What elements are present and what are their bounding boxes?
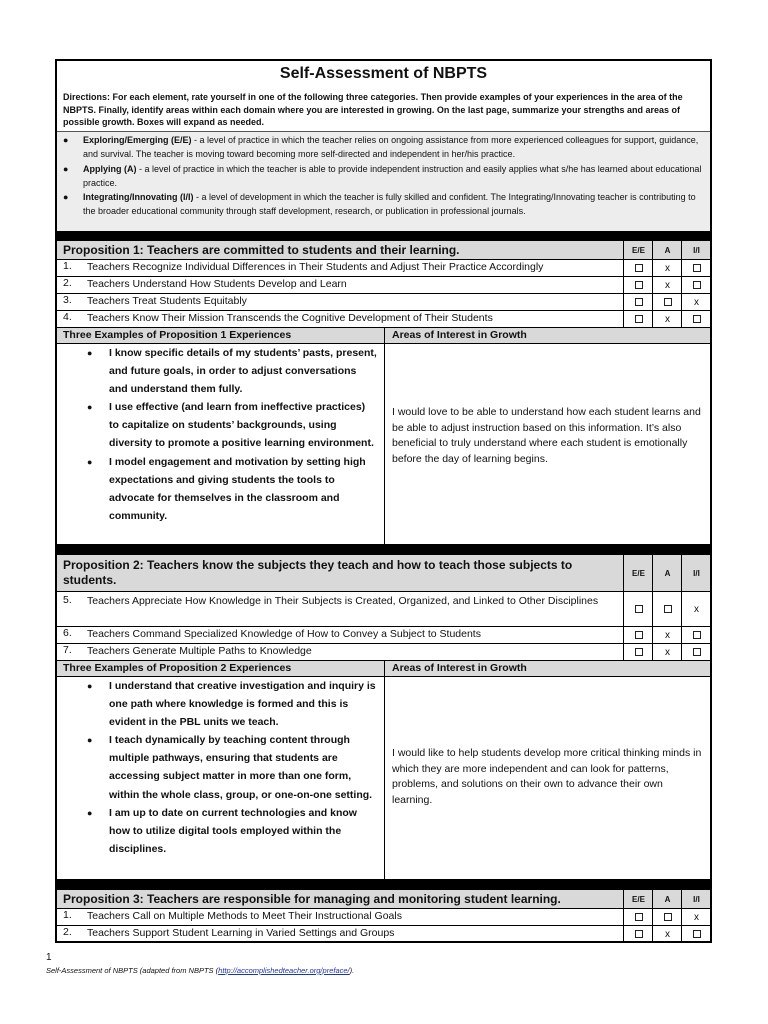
rating-ii-checkbox[interactable] bbox=[681, 277, 711, 293]
rating-ee-checkbox[interactable] bbox=[623, 311, 653, 327]
rating-header-ee: E/E bbox=[623, 555, 653, 591]
examples-title: Three Examples of Proposition 1 Experiences bbox=[63, 329, 292, 341]
rating-ee-checkbox[interactable] bbox=[623, 592, 653, 626]
rating-header-a: A bbox=[652, 890, 682, 908]
rating-ee-checkbox[interactable] bbox=[623, 627, 653, 643]
directions-text: Directions: For each element, rate yourself in one of the following three categories. Then provide examples of your experiences in the area of the NBPTS. Finally, identify areas within each domain where you are interested in growing. On the last page, summarize your strengths and areas of possible growth. Boxes will expand as needed. bbox=[63, 92, 683, 127]
rating-header-ee: E/E bbox=[623, 890, 653, 908]
table-row: 2. Teachers Support Student Learning in Varied Settings and Groups x bbox=[57, 926, 710, 942]
source-link[interactable]: http://accomplishedteacher.org/preface/ bbox=[218, 966, 350, 975]
table-row: 1. Teachers Recognize Individual Differences in Their Students and Adjust Their Practice Accordingly x bbox=[57, 260, 710, 277]
level-integrating: ● Integrating/Innovating (I/I) - a level of development in which the teacher is fully skilled and confident. The Integrating/Innovating teacher is contributing to the broader educational community through staff development, research, or publication in professional journals. bbox=[63, 192, 696, 216]
level-definitions bbox=[57, 131, 710, 232]
rating-a-checkbox[interactable] bbox=[652, 592, 682, 626]
rating-ee-checkbox[interactable] bbox=[623, 294, 653, 310]
bullet-icon: ● bbox=[63, 135, 69, 145]
rating-header-ee: E/E bbox=[623, 241, 653, 259]
rating-ii-checkbox[interactable]: x bbox=[681, 294, 711, 310]
rating-header-ii: I/I bbox=[681, 241, 711, 259]
rating-a-checkbox[interactable]: x bbox=[652, 627, 682, 643]
rating-ii-checkbox[interactable] bbox=[681, 926, 711, 942]
list-item: ● I use effective (and learn from ineffective practices) to capitalize on students’ backgrounds, using diversity to promote a positive learning environment. bbox=[87, 398, 377, 452]
rating-ii-checkbox[interactable] bbox=[681, 260, 711, 276]
growth-text: I would like to help students develop more critical thinking minds in which they are more independent and can look for patterns, problems, and solutions on their own to advance their own learning. bbox=[392, 747, 702, 806]
level-exploring: ● Exploring/Emerging (E/E) - a level of practice in which the teacher relies on ongoing assistance from more experienced colleagues for support, guidance, and survival. The teacher is moving toward becoming more self-directed and independent in her/his practice. bbox=[63, 135, 699, 159]
rating-a-checkbox[interactable]: x bbox=[652, 277, 682, 293]
rating-a-checkbox[interactable]: x bbox=[652, 644, 682, 660]
proposition-title: Proposition 3: Teachers are responsible for managing and monitoring student learning. bbox=[63, 892, 561, 906]
proposition-2-header bbox=[57, 555, 710, 592]
proposition-1-header bbox=[57, 241, 710, 260]
rating-ee-checkbox[interactable] bbox=[623, 909, 653, 925]
rating-ee-checkbox[interactable] bbox=[623, 926, 653, 942]
list-item: ● I teach dynamically by teaching content through multiple pathways, ensuring that students are accessing subject matter in more than one form, within the whole class, group, or one-on-one setting. bbox=[87, 731, 377, 803]
growth-title: Areas of Interest in Growth bbox=[392, 329, 527, 341]
examples-list bbox=[87, 677, 377, 858]
rating-ee-checkbox[interactable] bbox=[623, 260, 653, 276]
list-item: ● I understand that creative investigation and inquiry is one path where knowledge is formed and this is evident in the PBL units we teach. bbox=[87, 677, 377, 731]
page-number: 1 bbox=[46, 952, 52, 963]
section-divider bbox=[57, 231, 710, 241]
table-row: 7. Teachers Generate Multiple Paths to Knowledge x bbox=[57, 644, 710, 661]
list-item: ● I know specific details of my students’ pasts, present, and future goals, in order to adjust conversations and understand them fully. bbox=[87, 344, 377, 398]
examples-header bbox=[57, 661, 710, 677]
growth-text: I would love to be able to understand how each student learns and be able to adjust instruction based on this information. It’s also beneficial to truly understand where each student is emotionally before the day of learning begins. bbox=[392, 406, 701, 465]
examples-body[interactable] bbox=[57, 677, 710, 880]
assessment-frame bbox=[55, 59, 712, 943]
table-row: 5. Teachers Appreciate How Knowledge in Their Subjects is Created, Organized, and Linked to Other Disciplines x bbox=[57, 592, 710, 627]
table-row: 2. Teachers Understand How Students Develop and Learn x bbox=[57, 277, 710, 294]
table-row: 6. Teachers Command Specialized Knowledge of How to Convey a Subject to Students x bbox=[57, 627, 710, 644]
list-item: ● I model engagement and motivation by setting high expectations and giving students the tools to advocate for themselves in the classroom and community. bbox=[87, 453, 377, 525]
bullet-icon: ● bbox=[63, 192, 69, 202]
examples-list bbox=[87, 344, 377, 525]
section-divider bbox=[57, 880, 710, 890]
rating-ee-checkbox[interactable] bbox=[623, 644, 653, 660]
footer-citation: Self-Assessment of NBPTS (adapted from NBPTS (http://accomplishedteacher.org/preface/). bbox=[46, 966, 355, 975]
rating-ii-checkbox[interactable]: x bbox=[681, 909, 711, 925]
table-row: 1. Teachers Call on Multiple Methods to Meet Their Instructional Goals x bbox=[57, 909, 710, 926]
list-item: ● I am up to date on current technologies and know how to utilize digital tools employed within the disciplines. bbox=[87, 804, 377, 858]
level-applying: ● Applying (A) - a level of practice in which the teacher is able to provide independent instruction and easily applies what s/he has learned about educational practice. bbox=[63, 164, 702, 188]
proposition-title: Proposition 2: Teachers know the subjects they teach and how to teach those subjects to students. bbox=[63, 558, 573, 587]
examples-header bbox=[57, 328, 710, 344]
rating-ii-checkbox[interactable] bbox=[681, 311, 711, 327]
rating-a-checkbox[interactable] bbox=[652, 294, 682, 310]
bullet-icon: ● bbox=[63, 164, 69, 174]
table-row: 3. Teachers Treat Students Equitably x bbox=[57, 294, 710, 311]
rating-ii-checkbox[interactable] bbox=[681, 644, 711, 660]
section-divider bbox=[57, 545, 710, 555]
rating-header-a: A bbox=[652, 241, 682, 259]
rating-header-ii: I/I bbox=[681, 890, 711, 908]
growth-title: Areas of Interest in Growth bbox=[392, 662, 527, 674]
proposition-3-header bbox=[57, 890, 710, 909]
table-row: 4. Teachers Know Their Mission Transcends the Cognitive Development of Their Students x bbox=[57, 311, 710, 328]
rating-a-checkbox[interactable] bbox=[652, 909, 682, 925]
examples-body[interactable] bbox=[57, 344, 710, 545]
proposition-title: Proposition 1: Teachers are committed to students and their learning. bbox=[63, 243, 460, 257]
rating-a-checkbox[interactable]: x bbox=[652, 926, 682, 942]
rating-header-ii: I/I bbox=[681, 555, 711, 591]
examples-title: Three Examples of Proposition 2 Experiences bbox=[63, 662, 292, 674]
rating-ii-checkbox[interactable] bbox=[681, 627, 711, 643]
rating-header-a: A bbox=[652, 555, 682, 591]
rating-a-checkbox[interactable]: x bbox=[652, 311, 682, 327]
page-title: Self-Assessment of NBPTS bbox=[279, 65, 488, 82]
rating-a-checkbox[interactable]: x bbox=[652, 260, 682, 276]
rating-ii-checkbox[interactable]: x bbox=[681, 592, 711, 626]
rating-ee-checkbox[interactable] bbox=[623, 277, 653, 293]
